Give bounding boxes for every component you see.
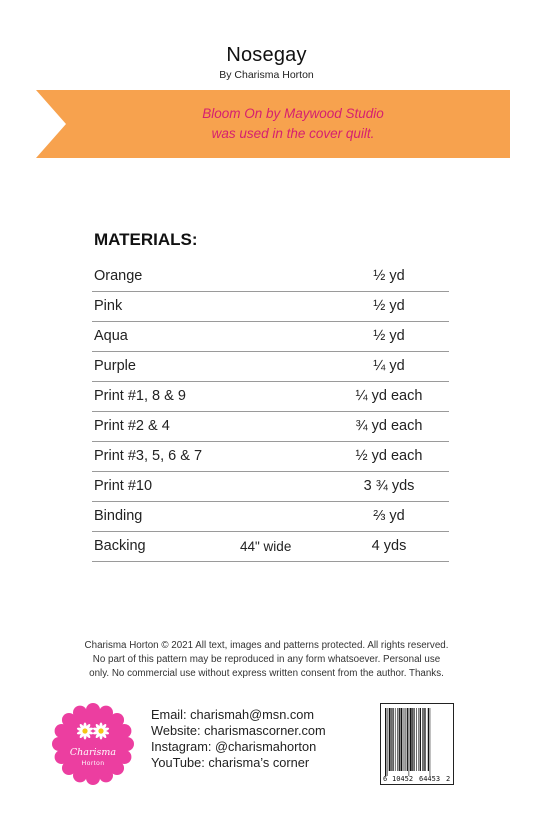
barcode-group-2: 64453 [419,775,441,783]
material-quantity: ¾ yd each [355,418,423,434]
table-row [92,322,449,352]
material-note: 44" wide [240,539,292,554]
barcode-group-1: 10452 [392,775,414,783]
page-title: Nosegay [226,44,307,66]
barcode-lead-digit: 6 [383,775,388,783]
material-quantity: ½ yd [373,298,405,314]
material-name: Print #2 & 4 [94,418,170,434]
banner-text [76,104,510,144]
material-name: Aqua [94,328,128,344]
table-row [92,472,449,502]
banner-line-2: was used in the cover quilt. [211,126,375,141]
material-quantity: 3 ¾ yds [363,478,415,494]
table-row [92,442,449,472]
material-name: Binding [94,508,143,524]
material-quantity: ⅔ yd [373,508,405,524]
table-row [92,382,449,412]
material-name: Backing [94,538,146,554]
barcode-icon [381,704,453,784]
materials-heading: MATERIALS: [94,230,198,249]
material-quantity: ½ yd [373,268,405,284]
copyright-line-3: only. No commercial use without express written consent from the author. Thanks. [89,668,444,679]
barcode-check-digit: 2 [446,775,451,783]
table-row [92,412,449,442]
material-quantity: 4 yds [371,538,407,554]
contact-info [151,707,326,771]
table-row [92,262,449,292]
copyright-line-1: Charisma Horton © 2021 All text, images and patterns protected. All rights reserved. [84,640,449,651]
byline: By Charisma Horton [219,69,314,81]
material-name: Orange [94,268,143,284]
email-link[interactable]: Email: charismah@msn.com [151,707,315,722]
logo-text-1: Charisma [69,747,117,758]
youtube-link[interactable]: YouTube: charisma’s corner [151,755,310,770]
upc-barcode [380,703,454,785]
copyright-notice [60,639,473,681]
copyright-line-2: No part of this pattern may be reproduced in any form whatsoever. Personal use [92,654,441,665]
material-name: Print #1, 8 & 9 [94,388,186,404]
material-name: Print #3, 5, 6 & 7 [94,448,203,464]
charisma-horton-logo [52,703,134,785]
material-quantity: ½ yd [373,328,405,344]
instagram-link[interactable]: Instagram: @charismahorton [151,739,317,754]
material-quantity: ½ yd each [355,448,423,464]
materials-table [92,262,449,562]
fabric-banner [36,90,510,158]
material-quantity: ¼ yd [373,358,405,374]
material-name: Purple [94,358,136,374]
material-quantity: ¼ yd each [355,388,423,404]
material-name: Print #10 [94,478,153,494]
logo-text-2: Horton [81,760,105,767]
logo-badge [52,703,134,785]
table-row [92,292,449,322]
table-row [92,532,449,562]
banner-line-1: Bloom On by Maywood Studio [202,106,384,121]
table-row [92,502,449,532]
table-row [92,352,449,382]
material-name: Pink [94,298,123,314]
website-link[interactable]: Website: charismascorner.com [151,723,326,738]
